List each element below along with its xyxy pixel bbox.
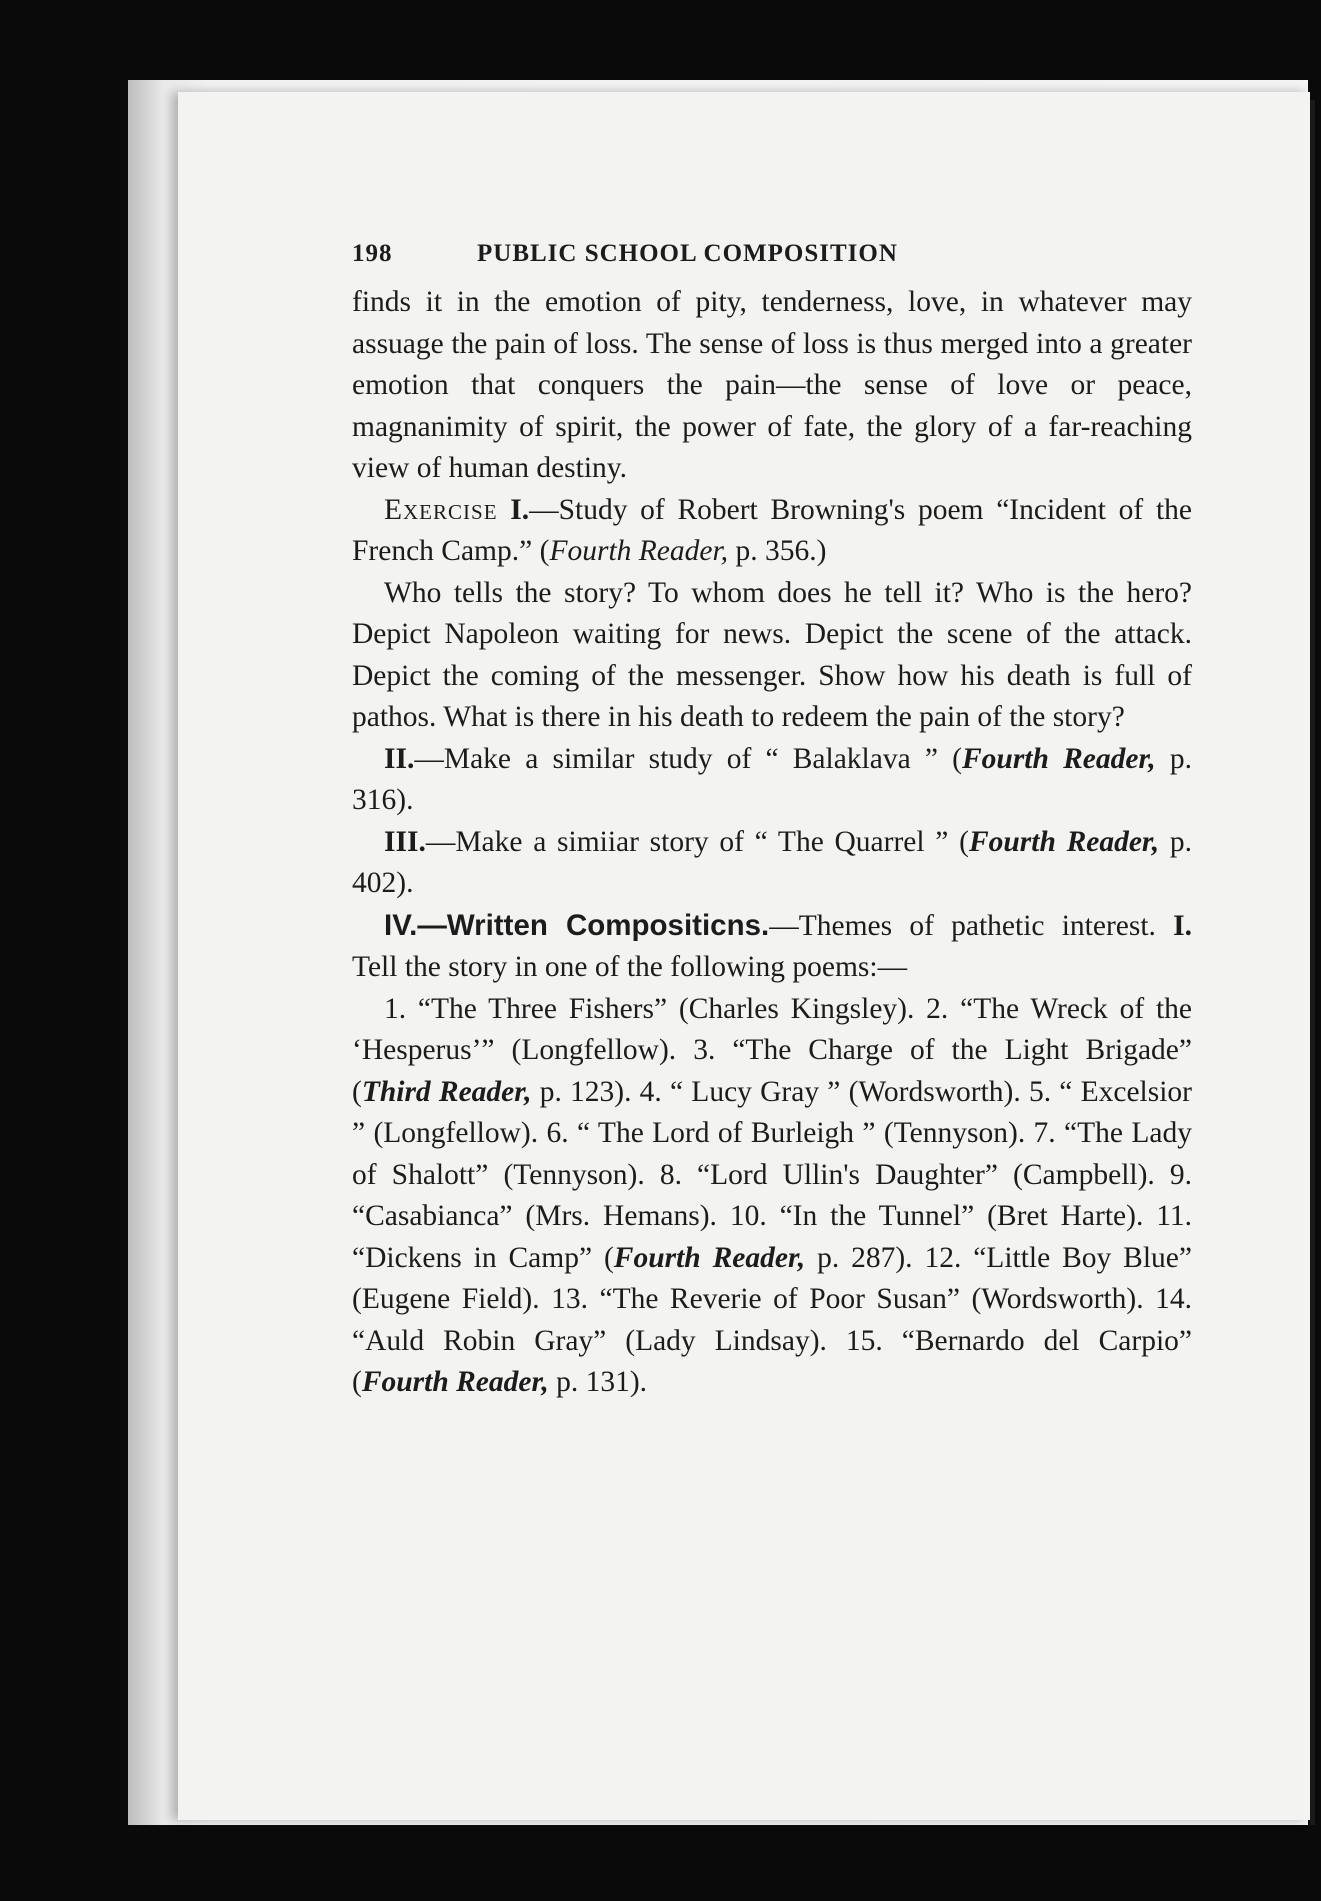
exercise-numeral: II. bbox=[384, 742, 415, 775]
page-binding-shadow bbox=[1310, 100, 1315, 1825]
exercise-2 bbox=[352, 739, 1192, 822]
poem-list bbox=[352, 989, 1192, 1404]
questions-text: Who tells the story? To whom does he tell it? Who is the hero? Depict Napoleon waiting for news. Depict the scene of the attack. Depict the coming of the messenger. Show how his death is full of pathos. What is there in his death to redeem the pain of the story? bbox=[352, 576, 1192, 733]
exercise-3 bbox=[352, 822, 1192, 905]
paragraph-continuation bbox=[352, 282, 1192, 490]
exercise-numeral: III. bbox=[384, 825, 426, 858]
reference-italic: Third Reader, bbox=[361, 1075, 532, 1108]
study-questions bbox=[352, 573, 1192, 739]
reference-italic: Fourth Reader, bbox=[968, 825, 1160, 858]
poem-list-text: 1. “The Three Fishers” (Charles Kingsley). 2. “The Wreck of the ‘Hesperus’” (Longfellow). 3. “The Charge of the Light Brigade” ( bbox=[352, 992, 1192, 1108]
exercise-text: —Make a simiiar story of “ The Quarrel ” ( bbox=[425, 825, 969, 858]
page-header bbox=[352, 240, 1192, 268]
exercise-text: —Make a similar study of “ Balaklava ” ( bbox=[414, 742, 962, 775]
exercise-label: Exercise bbox=[384, 493, 498, 526]
reference-italic: Fourth Reader, bbox=[361, 1366, 549, 1398]
page-content bbox=[352, 240, 1192, 1404]
item-text: Tell the story in one of the following poems:— bbox=[352, 951, 908, 983]
exercise-text-end: p. 316). bbox=[352, 742, 1192, 816]
exercise-4 bbox=[352, 905, 1192, 989]
poem-list-text: p. 131). bbox=[548, 1366, 648, 1398]
exercise-text-end: p. 356.) bbox=[728, 535, 827, 567]
exercise-text-end: p. 402). bbox=[352, 825, 1192, 899]
exercise-text: —Themes of pathetic interest. bbox=[769, 909, 1174, 942]
exercise-1 bbox=[352, 490, 1192, 573]
exercise-heading: IV.—Written Compositicns. bbox=[384, 908, 770, 942]
exercise-text: —Study of Robert Browning's poem “Incident of the French Camp.” ( bbox=[352, 493, 1192, 567]
running-title: PUBLIC SCHOOL COMPOSITION bbox=[477, 240, 898, 267]
reference-italic: Fourth Reader, bbox=[613, 1241, 806, 1274]
page-number: 198 bbox=[352, 240, 393, 267]
item-numeral: I. bbox=[1173, 909, 1192, 942]
reference-italic: Fourth Reader, bbox=[961, 742, 1156, 775]
paragraph-text: finds it in the emotion of pity, tenderness, love, in whatever may assuage the pain of loss. The sense of loss is thus merged into a greater emotion that conquers the pain—the sense of love or peace, magnanimity of spirit, the power of fate, the glory of a far-reaching view of human destiny. bbox=[352, 286, 1192, 484]
exercise-numeral: I. bbox=[510, 493, 530, 526]
poem-list-text: p. 287). 12. “Little Boy Blue” (Eugene Field). 13. “The Reverie of Poor Susan” (Wordsworth). 14. “Auld Robin Gray” (Lady Lindsay). 15. “Bernardo del Carpio” ( bbox=[352, 1241, 1192, 1398]
poem-list-text: p. 123). 4. “ Lucy Gray ” (Wordsworth). 5. “ Excelsior ” (Longfellow). 6. “ The Lord of Burleigh ” (Tennyson). 7. “The Lady of Shalott” (Tennyson). 8. “Lord Ullin's Daughter” (Campbell). 9. “Casabianca” (Mrs. Hemans). 10. “In the Tunnel” (Bret Harte). 11. “Dickens in Camp” ( bbox=[352, 1075, 1192, 1274]
reference-italic: Fourth Reader, bbox=[549, 535, 729, 567]
